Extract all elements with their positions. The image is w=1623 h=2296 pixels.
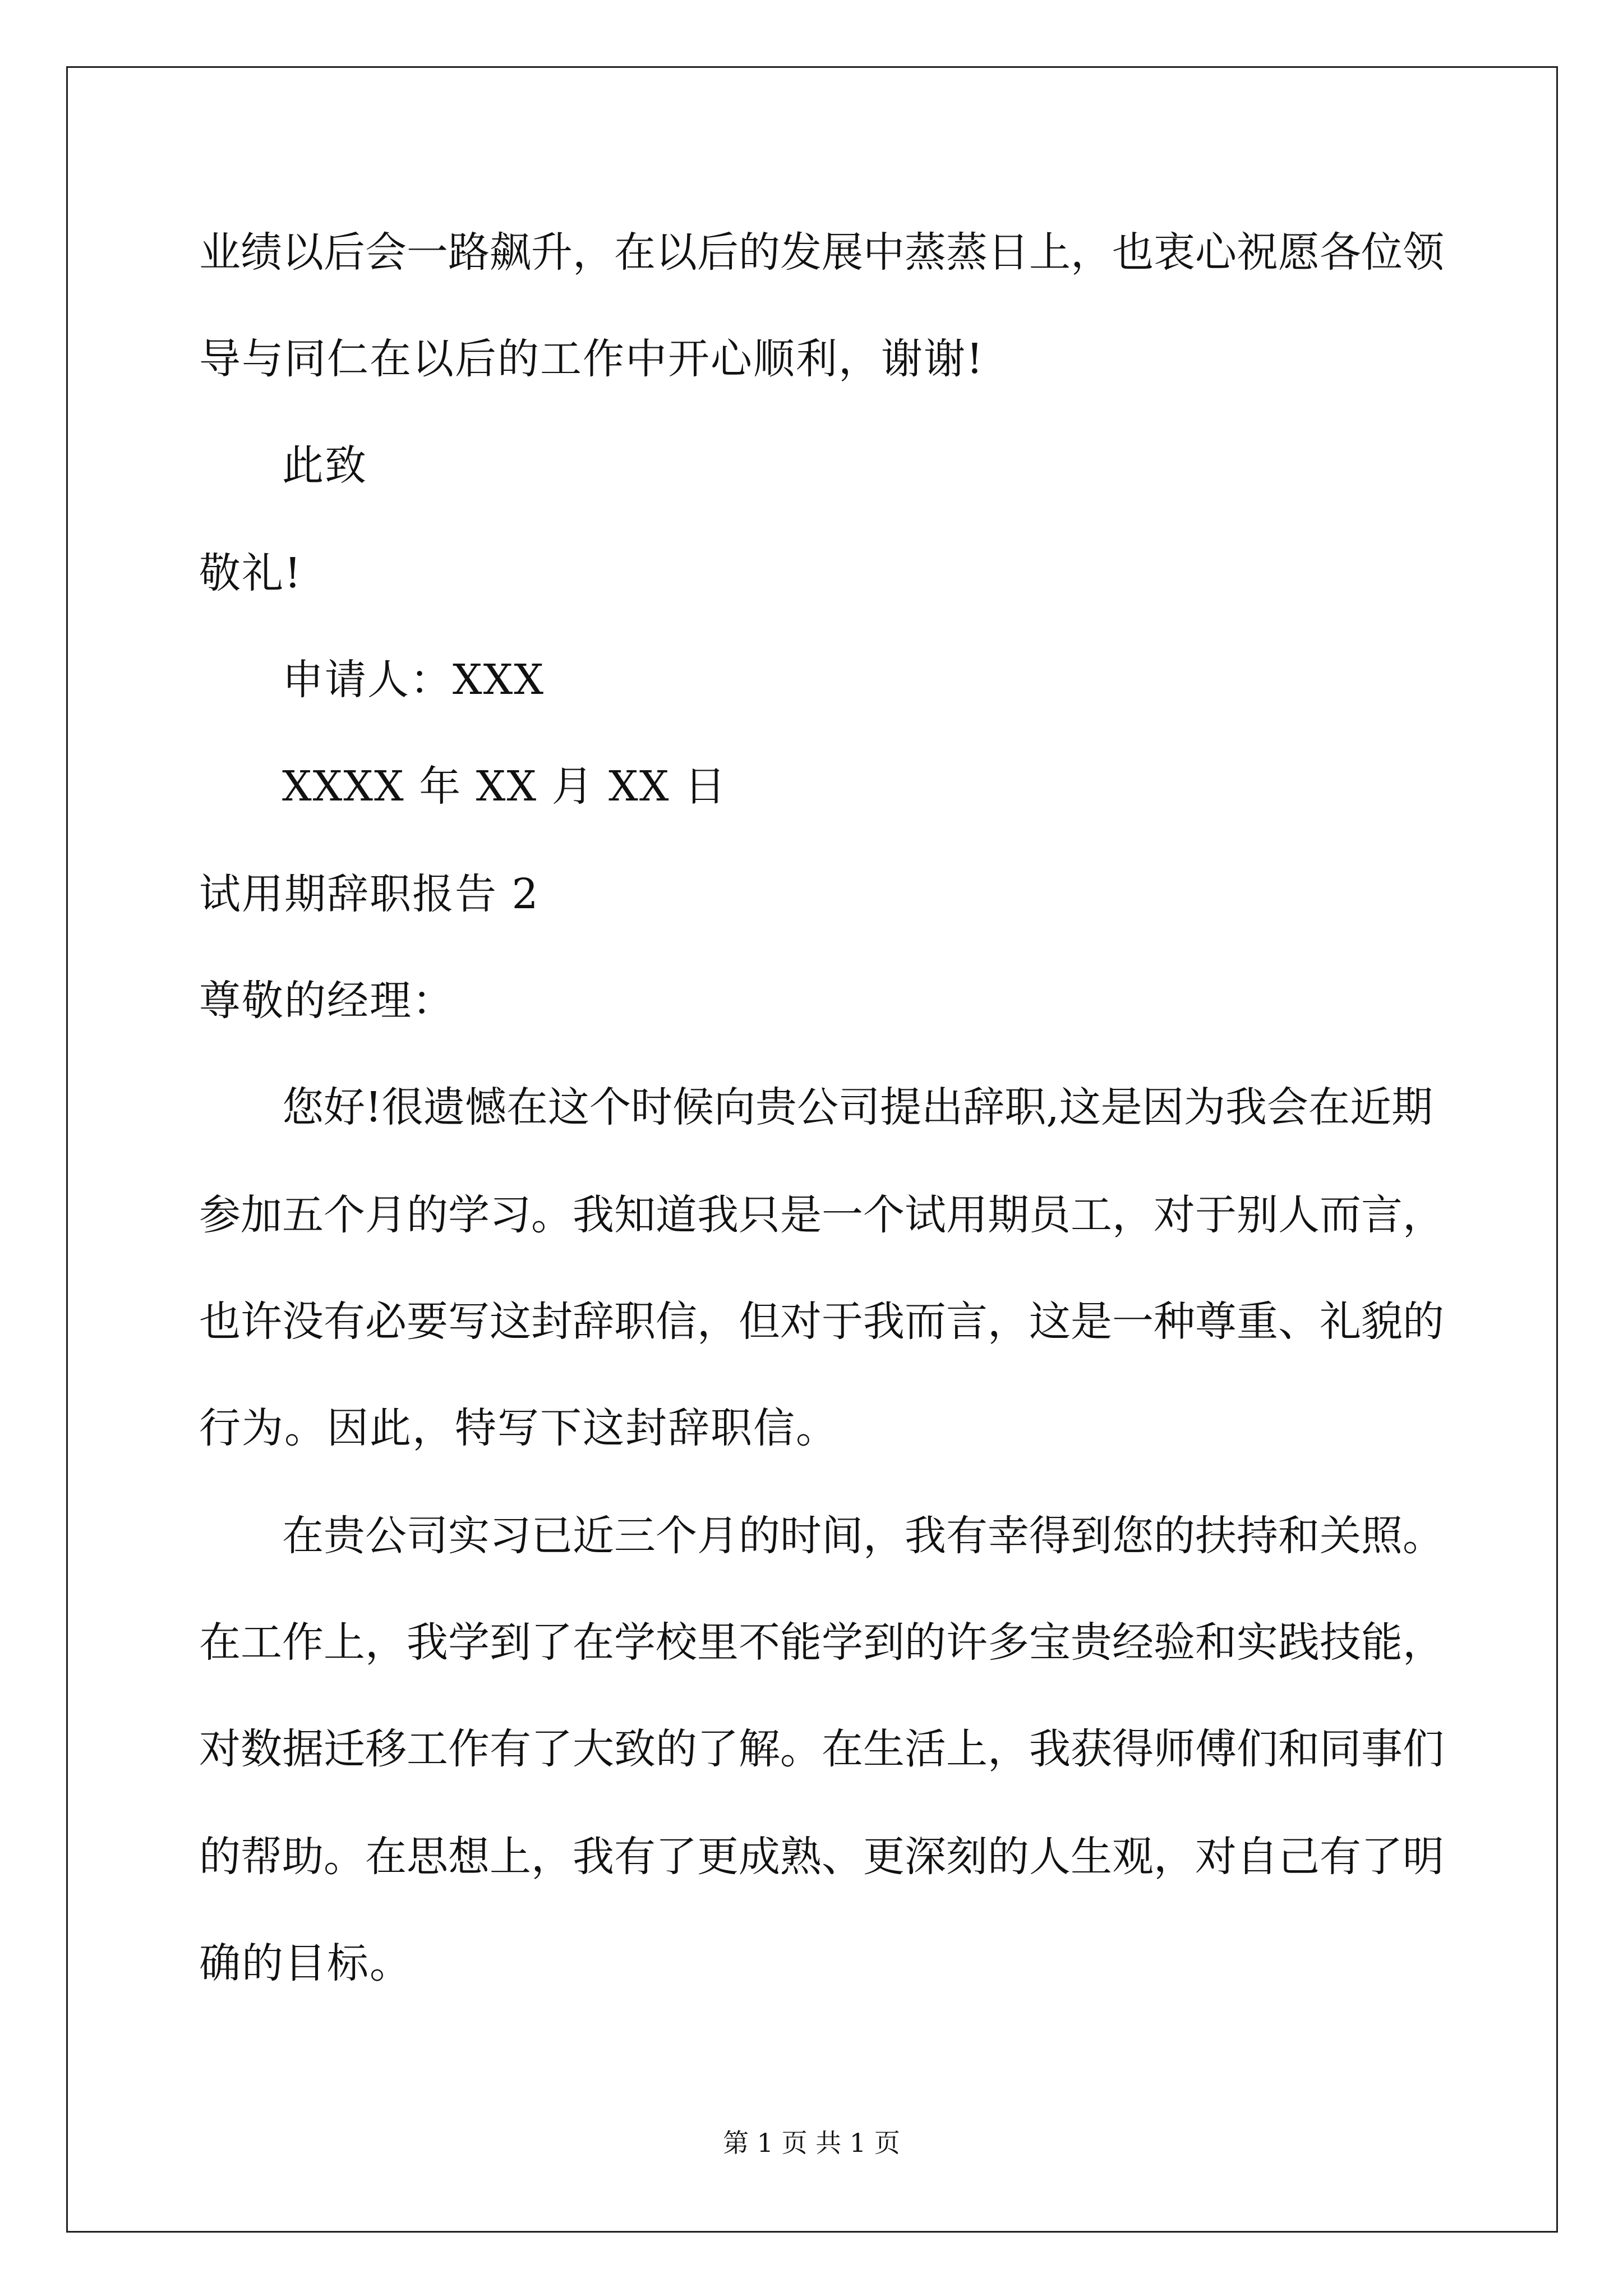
text-line: 业绩以后会一路飙升，在以后的发展中蒸蒸日上，也衷心祝愿各位领 <box>199 228 1444 277</box>
applicant-signature: 申请人：XXX <box>282 656 545 704</box>
text-line: 在贵公司实习已近三个月的时间，我有幸得到您的扶持和关照。 <box>282 1512 1444 1560</box>
signature-date: XXXX 年 XX 月 XX 日 <box>282 762 727 811</box>
page-footer: 第 1 页 共 1 页 <box>723 2128 900 2158</box>
text-line: 参加五个月的学习。我知道我只是一个试用期员工，对于别人而言， <box>199 1191 1444 1239</box>
text-line: 行为。因此，特写下这封辞职信。 <box>199 1404 838 1452</box>
text-line: 您好!很遗憾在这个时候向贵公司提出辞职,这是因为我会在近期 <box>282 1083 1433 1131</box>
text-line: 在工作上，我学到了在学校里不能学到的许多宝贵经验和实践技能， <box>199 1618 1444 1667</box>
text-line: 确的目标。 <box>199 1939 412 1987</box>
closing-salutation: 此致 <box>282 441 367 490</box>
text-line: 对数据迁移工作有了大致的了解。在生活上，我获得师傅们和同事们 <box>199 1725 1444 1773</box>
closing-regards: 敬礼! <box>199 549 302 597</box>
text-line: 也许没有必要写这封辞职信，但对于我而言，这是一种尊重、礼貌的 <box>199 1297 1444 1346</box>
text-line: 的帮助。在思想上，我有了更成熟、更深刻的人生观，对自己有了明 <box>199 1833 1444 1881</box>
page-border <box>66 66 1558 2233</box>
text-line: 导与同仁在以后的工作中开心顺利，谢谢! <box>199 335 984 383</box>
letter-greeting: 尊敬的经理： <box>199 977 455 1025</box>
section-title: 试用期辞职报告 2 <box>199 870 540 918</box>
